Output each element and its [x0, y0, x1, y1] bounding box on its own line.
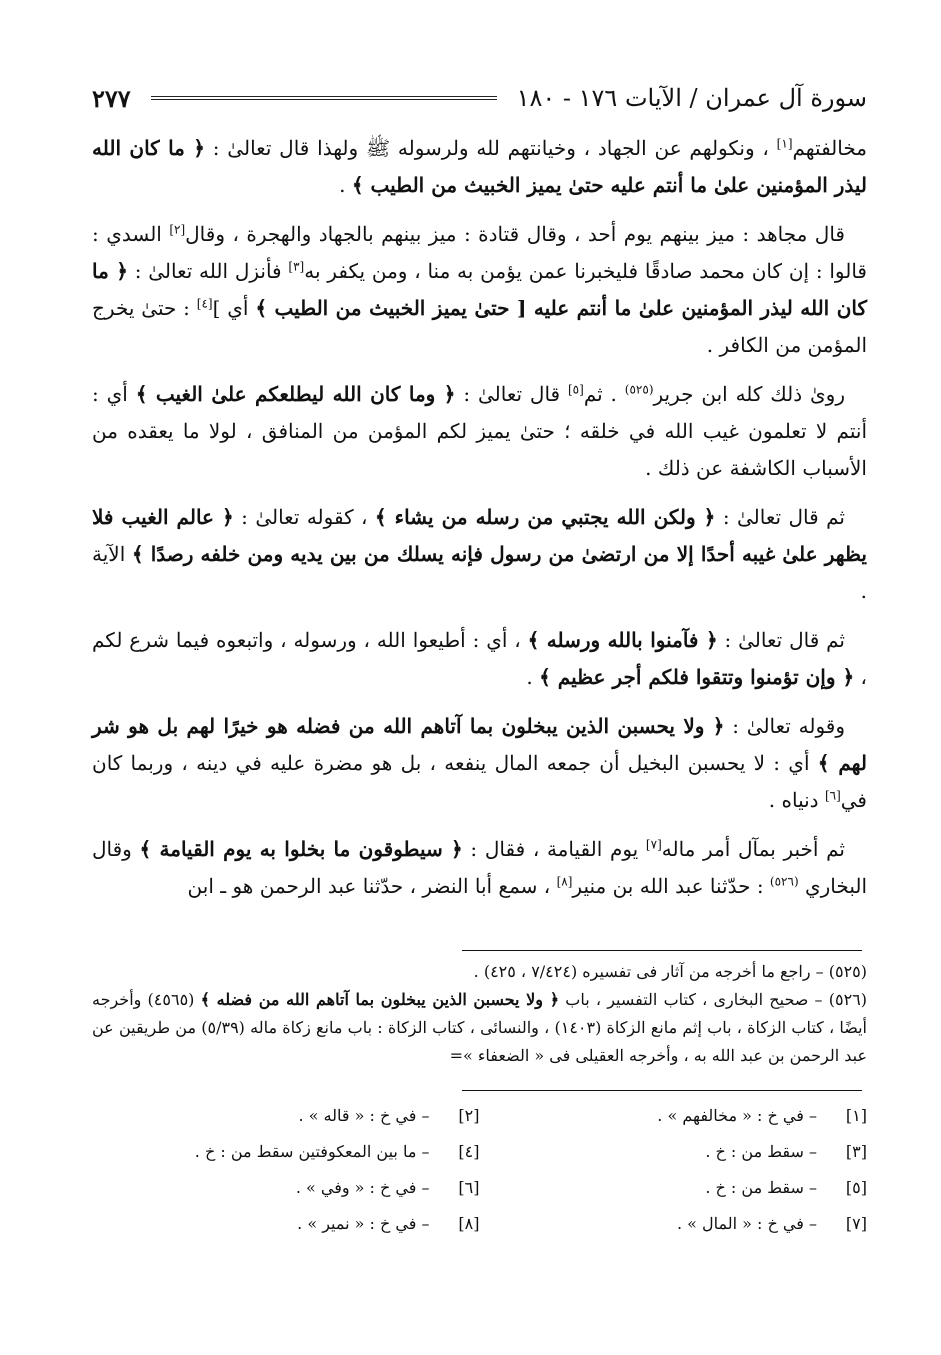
text-run: (٥٢٦) – صحيح البخارى ، كتاب التفسير ، باب	[559, 990, 868, 1009]
footnote-marker: [٢]	[169, 222, 186, 237]
paragraph	[92, 499, 867, 610]
page-number: ٢٧٧	[92, 83, 131, 113]
text-run: .	[526, 665, 540, 689]
variant-number: [٣]	[845, 1142, 867, 1161]
quran-verse: ﴿ ولكن الله يجتبي من رسله من يشاء ﴾	[374, 505, 716, 529]
text-run: وقوله تعالىٰ :	[724, 714, 845, 738]
text-run: (٥٢٥) – راجع ما أخرجه من آثار فى تفسيره (٧/٤٢٤ ، ٤٢٥) .	[473, 962, 867, 981]
text-run: : حتىٰ يخرج المؤمن من الكافر .	[92, 296, 867, 357]
quran-verse: ﴿ ولا يحسبن الذين يبخلون بما آتاهم الله من فضله هو خيرًا لهم بل هو شر لهم ﴾	[92, 714, 867, 775]
editor-footnotes	[92, 958, 867, 1070]
variant-number: [٧]	[845, 1214, 867, 1233]
quran-verse: ﴿ سيطوقون ما بخلوا به يوم القيامة ﴾	[139, 837, 463, 861]
text-run: . ثم	[583, 382, 625, 406]
footnote-marker: [٤]	[196, 296, 213, 311]
text-run: أي : أنتم لا تعلمون غيب الله في خلقه ؛ حتىٰ يميز لكم المؤمن من المنافق ، لولا ما يعقده من الأسباب الكاشفة عن ذلك .	[92, 382, 867, 480]
text-run: قال مجاهد : ميز بينهم يوم أحد ، وقال قتادة : ميز بينهم بالجهاد والهجرة ، وقال	[185, 222, 845, 246]
quran-verse: ﴿ وإن تؤمنوا وتتقوا فلكم أجر عظيم ﴾	[539, 665, 855, 689]
running-title: سورة آل عمران / الآيات ١٧٦ - ١٨٠	[516, 84, 867, 112]
variant-text: – سقط من : خ .	[705, 1178, 817, 1197]
text-run: ، ونكولهم عن الجهاد ، وخيانتهم لله ولرسوله ﷺ ولهذا قال تعالىٰ :	[205, 136, 777, 160]
variant-note	[92, 1100, 480, 1132]
quran-verse: ﴿ عالم الغيب فلا يظهر علىٰ غيبه أحدًا إلا من ارتضىٰ من رسول فإنه يسلك من بين يديه ومن خلفه رصدًا ﴾	[92, 505, 867, 566]
variant-text: – في خ : « وفي » .	[295, 1178, 430, 1197]
text-run: دنياه .	[768, 788, 825, 812]
header-rule	[151, 96, 497, 100]
text-run: ثم قال تعالىٰ :	[717, 628, 845, 652]
variant-number: [٥]	[845, 1178, 867, 1197]
variant-text: – في خ : « نمير » .	[297, 1214, 430, 1233]
variant-text: – في خ : « قاله » .	[298, 1106, 430, 1125]
text-run: ، سمع أبا النضر ، حدّثنا عبد الرحمن هو ـ ابن	[187, 874, 557, 898]
footnote-marker: [٦]	[824, 788, 841, 803]
text-run: .	[339, 173, 352, 197]
variant-text: – ما بين المعكوفتين سقط من : خ .	[194, 1142, 430, 1161]
text-run: (٤٥٦٥) وأخرجه أيضًا ، كتاب الزكاة ، باب إثم مانع الزكاة (١٤٠٣) ، والنسائى ، كتاب الزكاة : باب مانع زكاة ماله (٥/٣٩) من طريقين عن عبد الرحمن بن عبد الله به ، وأخرجه العقيلى فى « الضعفاء »=	[92, 990, 868, 1065]
variant-note	[480, 1100, 868, 1132]
quran-verse: ﴿ وما كان الله ليطلعكم علىٰ الغيب ﴾	[135, 382, 456, 406]
paragraph	[92, 376, 867, 487]
variant-number: [٢]	[458, 1106, 480, 1125]
text-run: الآية .	[92, 542, 867, 603]
text-run: فأنزل الله تعالىٰ :	[127, 259, 289, 283]
text-run: ، أي : أطيعوا الله ، ورسوله ، واتبعوه فيما شرع لكم ،	[92, 628, 867, 689]
footnote-marker: [٥]	[567, 382, 584, 397]
manuscript-variants	[92, 1100, 867, 1240]
quran-verse: ﴿ ما كان الله ليذر المؤمنين علىٰ ما أنتم عليه حتىٰ يميز الخبيث من الطيب ﴾	[92, 136, 867, 197]
variant-number: [٤]	[458, 1142, 480, 1161]
text-run: قال تعالىٰ :	[455, 382, 568, 406]
variant-note	[480, 1208, 868, 1240]
footnote-marker: [٨]	[556, 874, 573, 889]
quran-verse: ﴿ ما كان الله ليذر المؤمنين علىٰ ما أنتم عليه [ حتىٰ يميز الخبيث من الطيب ﴾	[92, 259, 867, 320]
text-run: ، كقوله تعالىٰ :	[233, 505, 375, 529]
variant-number: [٦]	[458, 1178, 480, 1197]
variant-note	[480, 1172, 868, 1204]
text-run: ثم أخبر بمآل أمر ماله	[661, 837, 846, 861]
footnote-marker: [٣]	[288, 259, 305, 274]
text-run: مخالفتهم	[792, 136, 867, 160]
variant-text: – في خ : « المال » .	[676, 1214, 817, 1233]
variant-text: – سقط من : خ .	[705, 1142, 817, 1161]
text-run: يوم القيامة ، فقال :	[462, 837, 646, 861]
page-header	[92, 78, 867, 118]
paragraph	[92, 622, 867, 696]
footnote-marker: [٧]	[645, 837, 662, 852]
variant-note	[92, 1136, 480, 1168]
footnote-marker: (٥٢٥)	[624, 382, 654, 397]
paragraph	[92, 831, 867, 905]
footnote-rule	[462, 950, 862, 951]
editor-note	[92, 958, 867, 986]
main-text	[92, 130, 867, 917]
paragraph	[92, 130, 867, 204]
text-run: أي : لا يحسبن البخيل أن جمعه المال ينفعه ، بل هو مضرة عليه في دينه ، وربما كان في	[92, 751, 867, 812]
variant-note	[92, 1208, 480, 1240]
variant-number: [٨]	[458, 1214, 480, 1233]
variant-notes-rule	[462, 1090, 862, 1091]
text-run: : حدّثنا عبد الله بن منير	[572, 874, 770, 898]
variant-note	[92, 1172, 480, 1204]
text-run: أي ]	[212, 296, 256, 320]
paragraph	[92, 708, 867, 819]
editor-note	[92, 986, 867, 1070]
variant-number: [١]	[845, 1106, 867, 1125]
footnote-marker: [١]	[776, 136, 793, 151]
variant-text: – في خ : « مخالفهم » .	[657, 1106, 817, 1125]
quran-verse: ﴿ فآمنوا بالله ورسله ﴾	[527, 628, 718, 652]
footnote-marker: (٥٢٦)	[769, 874, 799, 889]
variant-note	[480, 1136, 868, 1168]
text-run: ثم قال تعالىٰ :	[715, 505, 845, 529]
text-run: روىٰ ذلك كله ابن جرير	[653, 382, 845, 406]
paragraph	[92, 216, 867, 364]
quran-verse: ﴿ ولا يحسبن الذين يبخلون بما آتاهم الله من فضله ﴾	[200, 990, 560, 1009]
text-run: وقال البخاري	[92, 837, 867, 898]
text-run: السدي : قالوا : إن كان محمد صادقًا فليخبرنا عمن يؤمن به منا ، ومن يكفر به	[92, 222, 867, 283]
